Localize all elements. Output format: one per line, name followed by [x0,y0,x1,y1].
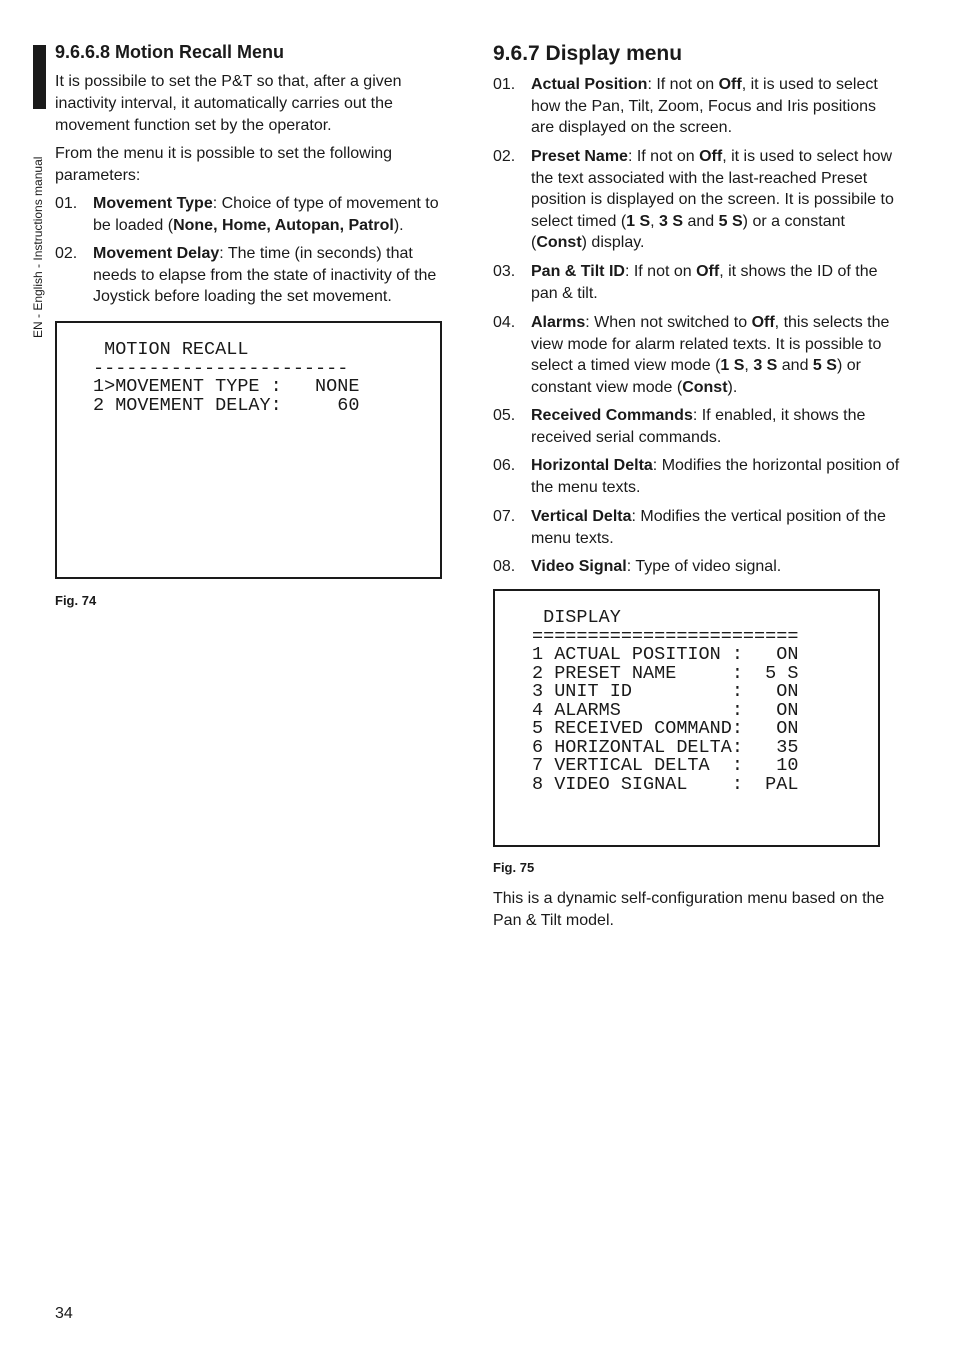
screen-line: 7 VERTICAL DELTA : 10 [532,755,799,776]
screen-rule: ----------------------- [93,358,349,379]
fig-caption: Fig. 75 [493,860,535,875]
section-marker-bar [33,45,46,109]
motion-recall-intro: It is possibile to set the P&T so that, after a given inactivity interval, it automatically carries out the movement function set by the operator. [55,73,402,134]
screen-line: 2 MOVEMENT DELAY: 60 [93,395,360,416]
screen-line: 1 ACTUAL POSITION : ON [532,644,799,665]
page-number: 34 [55,1305,73,1322]
screen-line: 6 HORIZONTAL DELTA: 35 [532,737,799,758]
screen-line: 1>MOVEMENT TYPE : NONE [93,376,360,397]
screen-title: DISPLAY [532,607,621,628]
screen-line: 2 PRESET NAME : 5 S [532,663,799,684]
motion-recall-heading: 9.6.6.8 Motion Recall Menu [55,42,285,62]
screen-rule: ======================== [532,626,799,647]
motion-recall-screen [55,321,442,579]
screen-line: 8 VIDEO SIGNAL : PAL [532,774,799,795]
screen-line: 4 ALARMS : ON [532,700,799,721]
screen-line: 3 UNIT ID : ON [532,681,799,702]
footer-text: This is a dynamic self-configuration menu based on the Pan & Tilt model. [493,890,885,929]
params-intro: From the menu it is possible to set the following parameters: [55,145,393,184]
display-screen [493,589,880,847]
display-menu-heading: 9.6.7 Display menu [493,42,683,65]
screen-title: MOTION RECALL [93,339,249,360]
sidebar-label: EN - English - Instructions manual [31,156,45,338]
screen-line: 5 RECEIVED COMMAND: ON [532,718,799,739]
fig-caption: Fig. 74 [55,593,97,608]
